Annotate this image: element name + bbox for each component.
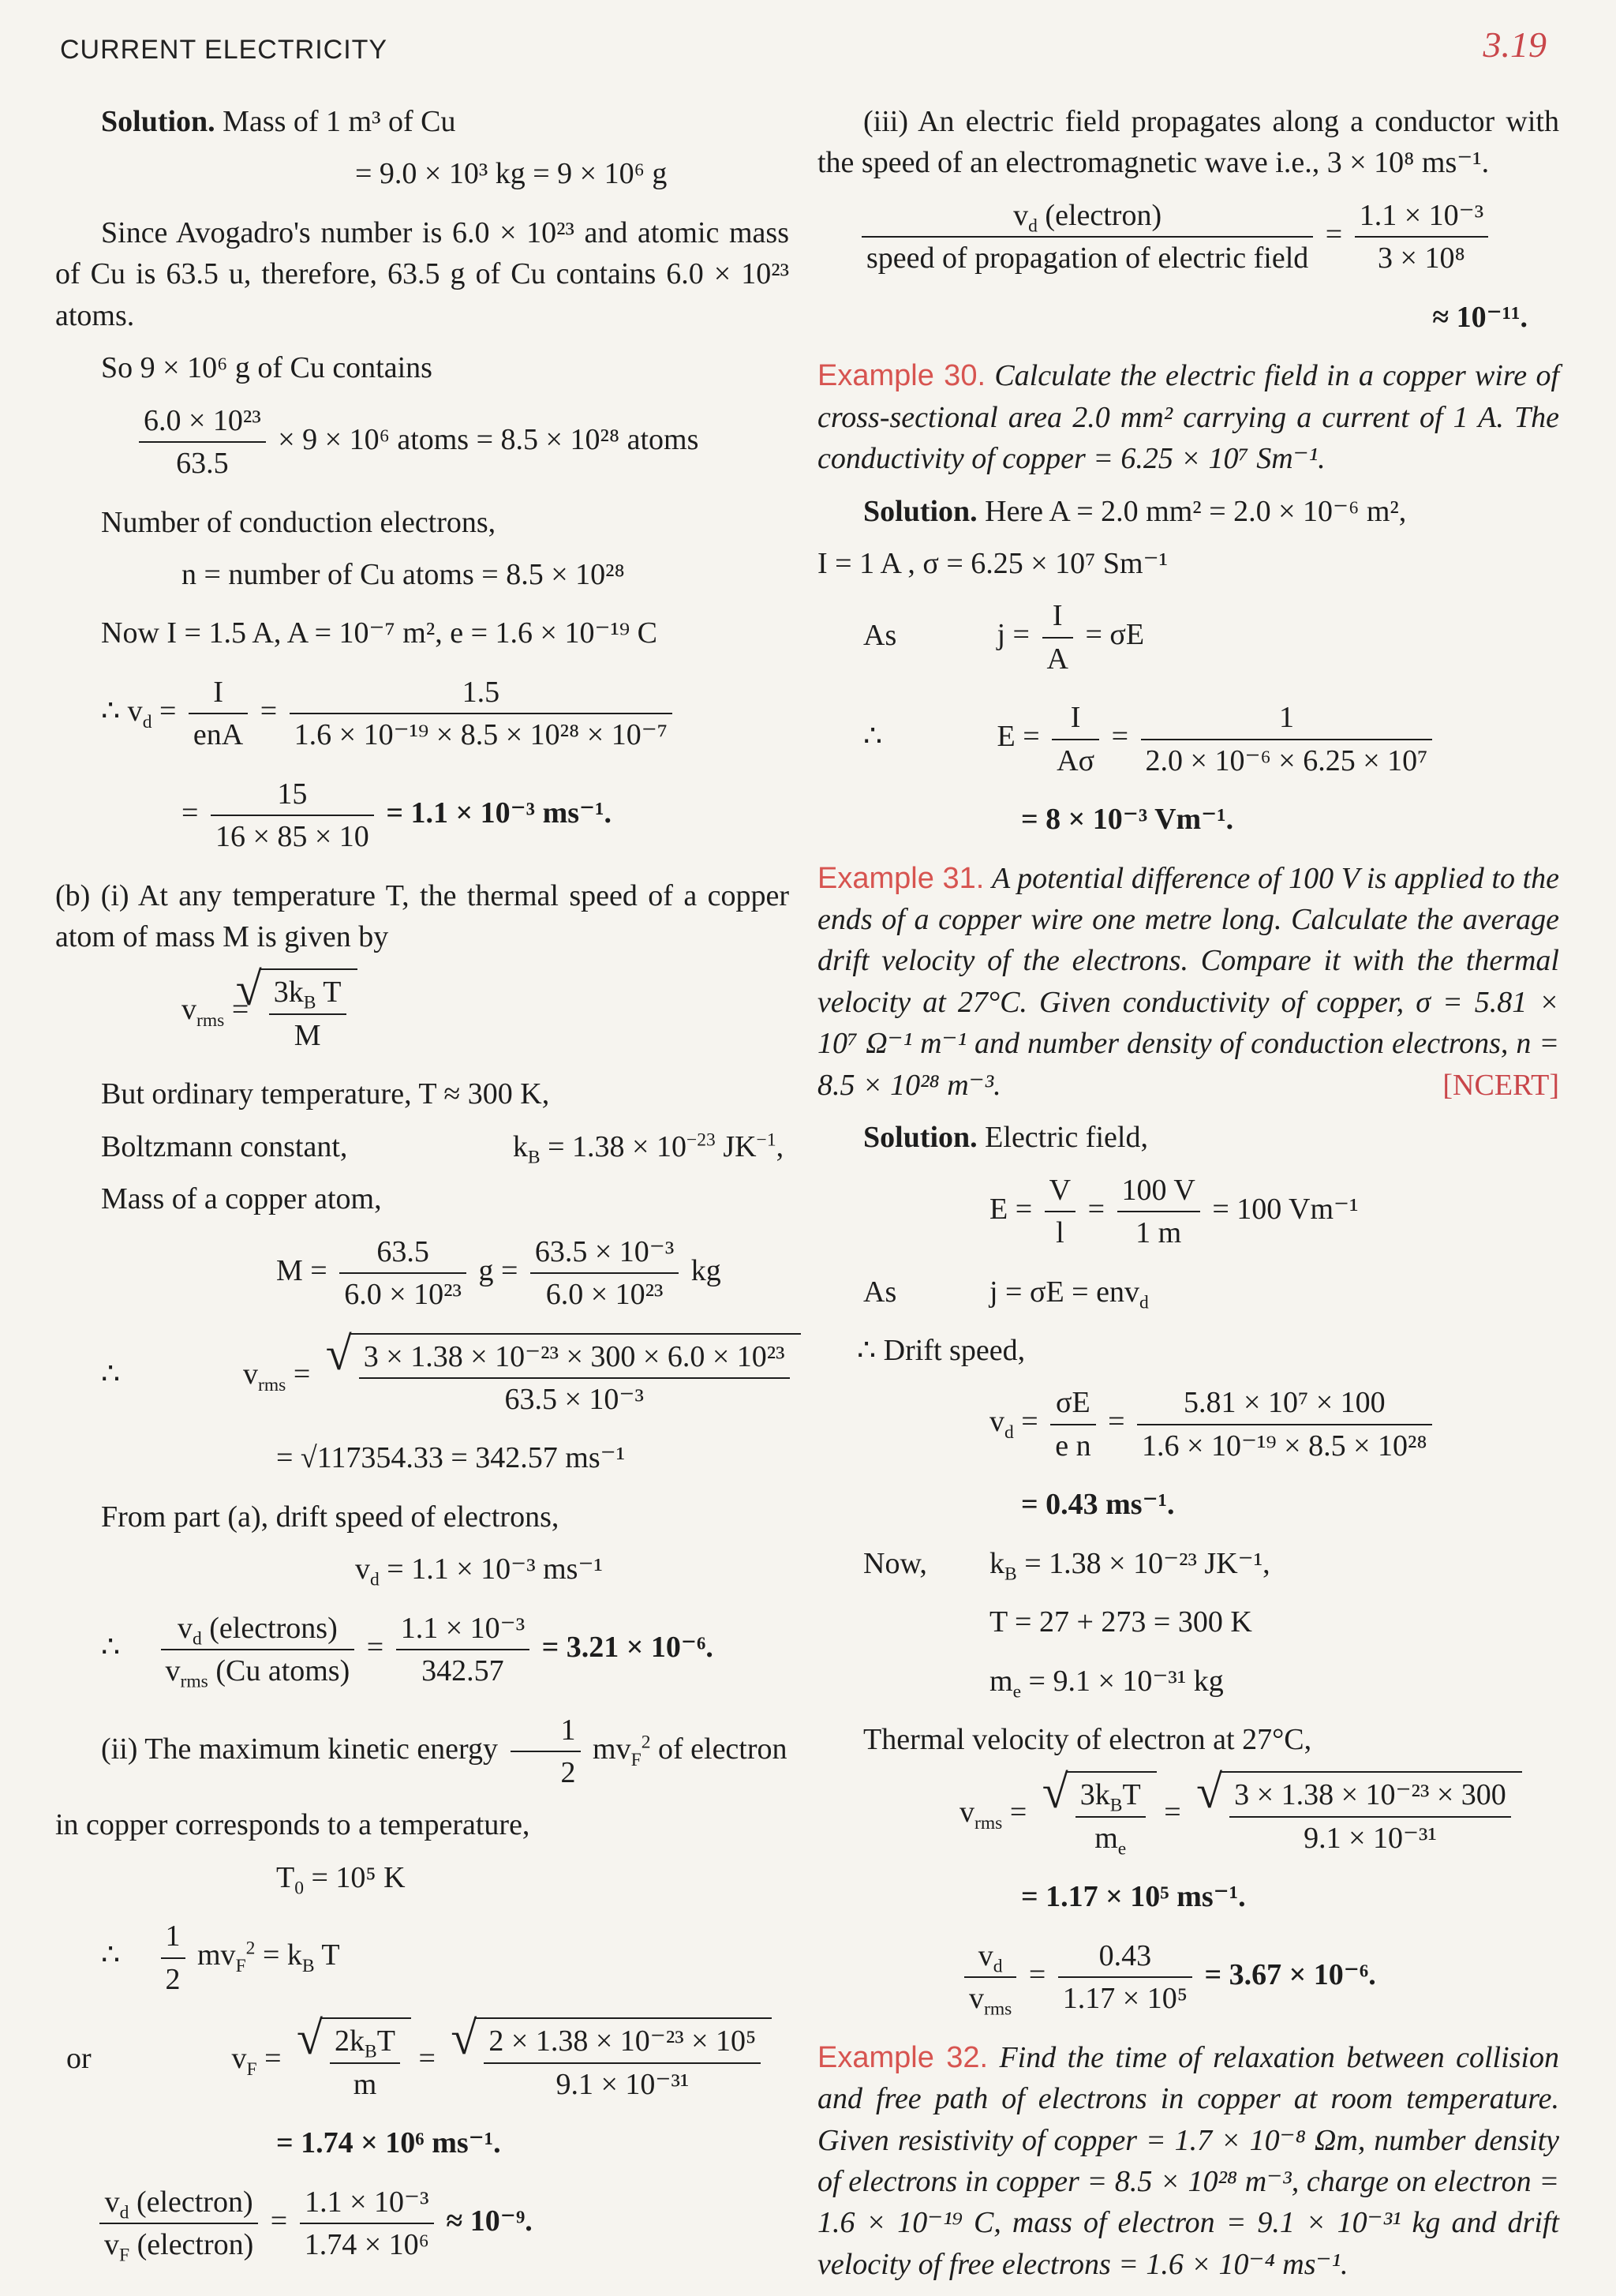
- example-30: Example 30. Calculate the electric field in a copper wire of cross-sectional area 2.0 mm² carrying a current of 1 A. The conductivity of copper = 6.25 × 10⁷ Sm⁻¹.: [817, 359, 1559, 476]
- para-so: So 9 × 10⁶ g of Cu contains: [101, 351, 432, 385]
- eq-vrms: $v_{rms}$ = √ $\frac{3k_B T}{M}$: [55, 968, 789, 1056]
- eq-vd2: = $\frac{15}{16 \times 85 \times 10}$ = 1.1 × 10⁻³ ms⁻¹.: [55, 773, 789, 858]
- para-boltzmann: Boltzmann constant, $k_B = 1.38 \times 10^{-23}$ $JK^{-1}$,: [101, 1129, 784, 1168]
- eq-vd: ∴ $v_d$ = $\frac{I}{\text{enA}}$ = $\frac{1.5}{\text{1.6 × 10⁻¹⁹ × 8.5 × 10²⁸ × 10⁻⁷}}$: [55, 672, 789, 756]
- eq-j: As j = $\frac{I}{A}$ = σE: [817, 595, 1559, 680]
- eq-iii: $\frac{v_d (electron)}{\text{speed of propagation of electric field}}$ = $\frac{\text{1.1 × 10⁻³}}{\text{3 × 10⁸}}$: [817, 195, 1559, 279]
- eq-ratio: ∴ $\frac{v_d (electrons)}{v_{rms} (Cu atoms)}$ = $\frac{\text{1.1 × 10⁻³}}{342.57}$ = 3.21 × 10⁻⁶.: [55, 1608, 789, 1692]
- eq-E-result: = 8 × 10⁻³ Vm⁻¹.: [1021, 803, 1234, 837]
- para-drift: ∴ Drift speed,: [857, 1333, 1026, 1367]
- eq-E31: E = $\frac{V}{l}$ = $\frac{100 V}{1 m}$ = 100 Vm⁻¹: [817, 1170, 1559, 1254]
- example-31: Example 31. A potential difference of 100 V is applied to the ends of a copper wire one metre long. Calculate the average drift velocity of the electrons. Compare it with the thermal velocity at 27°C. Given conductivity of copper, σ = 5.81 × 10⁷ Ω⁻¹ m⁻¹ and number density of conduction electrons, n = 8.5 × 10²⁸ m⁻³. [NCERT]: [817, 858, 1559, 1107]
- eq-vd31: $v_d$ = $\frac{\sigma E}{\text{e n}}$ = $\frac{\text{5.81 × 10⁷ × 100}}{\text{1.6 × 10⁻¹⁹ × 8.5 × 10²⁸}}$: [817, 1382, 1559, 1466]
- chapter-title: CURRENT ELECTRICITY: [60, 35, 388, 65]
- eq-j31: As j = σE = env$_d$: [863, 1275, 1149, 1313]
- example-32: Example 32. Find the time of relaxation between collision and free path of electrons in copper at room temperature. Given resistivity of copper = 1.7 × 10⁻⁸ Ωm, number density of electrons in copper = 8.5 × 10²⁸ m⁻³, charge on electron = 1.6 × 10⁻¹⁹ C, mass of electron = 9.1 × 10⁻³¹ kg and drift velocity of free electrons = 1.6 × 10⁻⁴ ms⁻¹.: [817, 2040, 1559, 2281]
- eq-vth: $v_{rms}$ = √ $\frac{3k_BT}{m_e}$ = √ $\frac{\text{3 × 1.38 × 10⁻²³ × 300}}{\text{9.1 × 10⁻³¹}}$: [817, 1771, 1559, 1859]
- eq-me: $m_e = 9.1 \times 10^{-31}$ kg: [989, 1664, 1224, 1702]
- eq-vd3: $v_d = 1.1 \times 10^{-3}$ ms⁻¹: [355, 1553, 603, 1590]
- eq-kB: Now, $k_B = 1.38 \times 10^{-23}$ JK⁻¹,: [863, 1546, 1270, 1585]
- solution-31: Solution. Electric field,: [863, 1121, 1148, 1155]
- eq-vd31-result: = 0.43 ms⁻¹.: [1021, 1488, 1175, 1522]
- eq-vF-result: = 1.74 × 10⁶ ms⁻¹.: [276, 2126, 501, 2160]
- eq-T0: $T_0 = 10^5$ K: [276, 1860, 406, 1899]
- eq-atoms: $\frac{\text{6.0 × 10²³}}{63.5}$ × 9 × 10⁶ atoms = 8.5 × 10²⁸ atoms: [55, 400, 789, 485]
- para-but: But ordinary temperature, T ≈ 300 K,: [101, 1077, 550, 1111]
- eq-vrms3: = √117354.33 = 342.57 ms⁻¹: [276, 1441, 626, 1475]
- ncert-ref: [NCERT]: [1442, 1068, 1559, 1102]
- para-mass-atom: Mass of a copper atom,: [101, 1182, 382, 1216]
- eq-vF: or $v_F$ = √ $\frac{2k_BT}{m}$ = √ $\frac{\text{2 × 1.38 × 10⁻²³ × 10⁵}}{\text{9.1 × 10⁻³¹}}$: [55, 2017, 789, 2105]
- eq-M: M = $\frac{63.5}{\text{6.0 × 10²³}}$ g = $\frac{\text{63.5 × 10⁻³}}{\text{6.0 × 10²³}}$ kg: [55, 1231, 789, 1316]
- eq-now: Now I = 1.5 A, A = 10⁻⁷ m², e = 1.6 × 10⁻¹⁹ C: [101, 616, 658, 650]
- eq-n: n = number of Cu atoms = 8.5 × 10²⁸: [181, 557, 625, 591]
- eq-T: T = 27 + 273 = 300 K: [989, 1605, 1252, 1639]
- left-column: [55, 101, 789, 2283]
- eq-mass: = 9.0 × 10³ kg = 9 × 10⁶ g: [355, 157, 668, 191]
- eq-E: ∴ E = $\frac{I}{A\sigma}$ = $\frac{1}{\text{2.0 × 10⁻⁶ × 6.25 × 10⁷}}$: [817, 697, 1559, 781]
- para-iii: (iii) An electric field propagates along a conductor with the speed of an electromagnetic wave i.e., 3 × 10⁸ ms⁻¹.: [817, 105, 1559, 180]
- para-thermal: Thermal velocity of electron at 27°C,: [863, 1723, 1312, 1756]
- eq-final-ratio-31: $\frac{v_d}{v_{rms}}$ = $\frac{0.43}{\text{1.17 × 10⁵}}$ = 3.67 × 10⁻⁶.: [817, 1935, 1559, 2020]
- solution-30-line2: I = 1 A , σ = 6.25 × 10⁷ Sm⁻¹: [817, 546, 1169, 580]
- eq-vth-result: = 1.17 × 10⁵ ms⁻¹.: [1021, 1880, 1246, 1914]
- para-num-cond: Number of conduction electrons,: [101, 505, 496, 539]
- solution-30: Solution. Here A = 2.0 mm² = 2.0 × 10⁻⁶ m²,: [863, 494, 1407, 528]
- para-from-a: From part (a), drift speed of electrons,: [101, 1500, 559, 1534]
- para-ii: (ii) The maximum kinetic energy $\frac{1}{2}$ $mv_F^2$ of electron: [55, 1710, 789, 1794]
- right-column: [817, 101, 1559, 2296]
- eq-vrms2: ∴ $v_{rms}$ = √ $\frac{\text{3 × 1.38 × 10⁻²³ × 300 × 6.0 × 10²³}}{\text{63.5 × 10⁻³}}$: [55, 1333, 789, 1421]
- eq-half-mv: ∴ $\frac{1}{2}$ $mv_F^2 = k_B$ T: [55, 1916, 789, 2000]
- para-b: (b) (i) At any temperature T, the thermal speed of a copper atom of mass M is given by: [55, 878, 789, 953]
- para-avogadro: Since Avogadro's number is 6.0 × 10²³ and atomic mass of Cu is 63.5 u, therefore, 63.5 g of Cu contains 6.0 × 10²³ atoms.: [55, 215, 789, 332]
- page-number: 3.19: [1483, 24, 1547, 65]
- eq-final-ratio: $\frac{v_d (electron)}{v_F (electron)}$ = $\frac{\text{1.1 × 10⁻³}}{\text{1.74 × 10⁶}}$ ≈ 10⁻⁹.: [55, 2182, 789, 2266]
- eq-iii-result: ≈ 10⁻¹¹.: [1432, 300, 1528, 334]
- para-ii-cont: in copper corresponds to a temperature,: [55, 1808, 530, 1842]
- solution-intro: Solution. Mass of 1 m³ of Cu: [101, 105, 456, 138]
